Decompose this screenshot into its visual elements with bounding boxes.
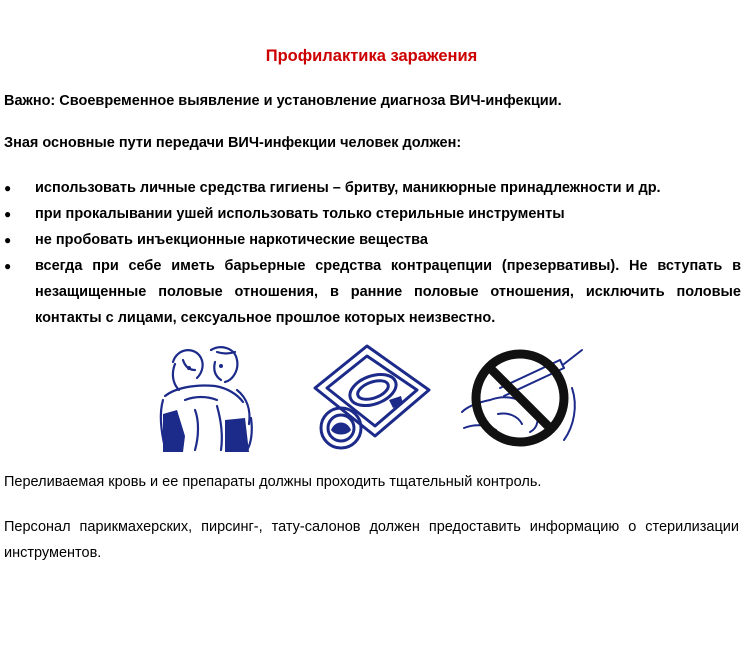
rule-text: не пробовать инъекционные наркотические вещества: [35, 232, 428, 248]
bullet-icon: ●: [4, 233, 12, 247]
list-item: [0, 227, 743, 253]
bullet-icon: ●: [4, 259, 12, 273]
condom-package-illustration: [305, 340, 435, 453]
rule-text: при прокалывании ушей использовать только стерильные инструменты: [35, 206, 565, 222]
embracing-couple-illustration: [155, 340, 265, 453]
salon-info-paragraph: Персонал парикмахерских, пирсинг-, тату-салонов должен предоставить информацию о стерилизации инструментов.: [4, 519, 739, 561]
list-item: [0, 175, 743, 201]
bullet-icon: ●: [4, 181, 12, 195]
blood-control-paragraph: Переливаемая кровь и ее препараты должны проходить тщательный контроль.: [4, 474, 542, 490]
no-injection-drugs-illustration: [460, 340, 590, 453]
rule-text: использовать личные средства гигиены – бритву, маникюрные принадлежности и др.: [35, 180, 661, 196]
bullet-icon: ●: [4, 207, 12, 221]
important-note: Важно: Своевременное выявление и установление диагноза ВИЧ-инфекции.: [4, 93, 562, 109]
intro-text: Зная основные пути передачи ВИЧ-инфекции человек должен:: [4, 135, 462, 151]
list-item: [0, 201, 743, 227]
illustrations-row: [155, 340, 595, 455]
prevention-rules-list: [0, 175, 743, 331]
list-item: [0, 253, 743, 331]
rule-text: всегда при себе иметь барьерные средства контрацепции (презервативы). Не вступать в незащищенные половые отношения, в ранние половые отношения, исключить половые контакты с лицами, сексуальное прошлое которых неизвестно.: [35, 258, 741, 326]
page-title: Профилактика заражения: [265, 47, 478, 65]
